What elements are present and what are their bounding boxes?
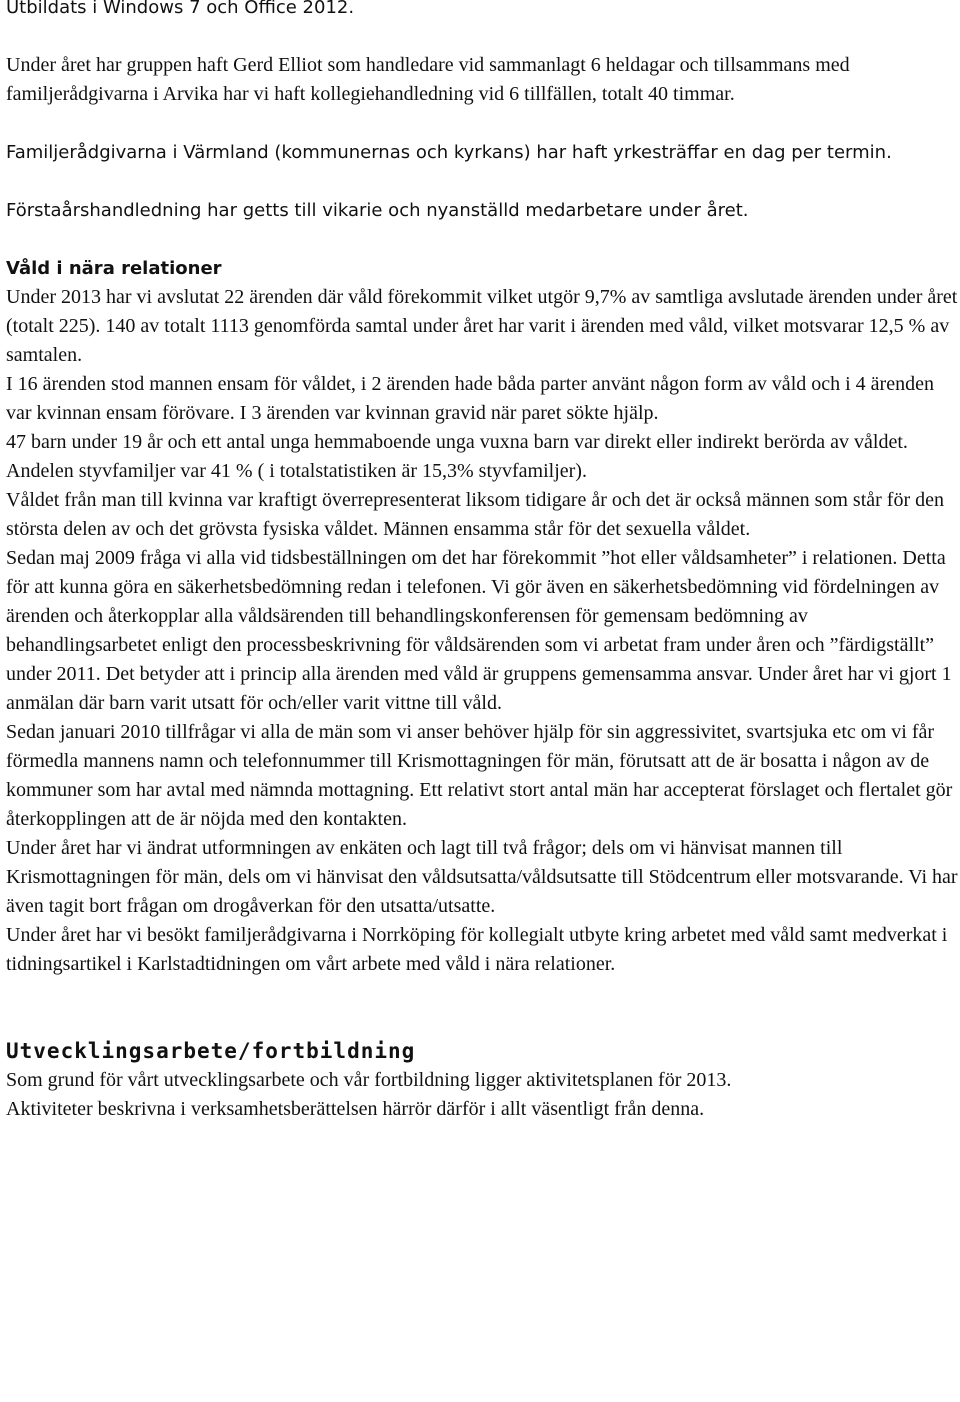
spacer bbox=[6, 109, 958, 138]
vald-paragraph: Sedan januari 2010 tillfrågar vi alla de män som vi anser behöver hjälp för sin aggressivitet, svartsjuka etc om vi får förmedla mannens namn och telefonnummer till Krismottagningen för män, förutsatt att de är bosatta i någon av de kommuner som har avtal med nämnda mottagning. Ett relativt stort antal män har accepterat förslaget och flertalet gör återkopplingen att de är nöjda med den kontakten. bbox=[6, 721, 953, 830]
paragraph-forstaarshandledning: Förstaårshandledning har getts till vikarie och nyanställd medarbetare under året. bbox=[6, 200, 749, 221]
section-heading-vald: Våld i nära relationer bbox=[6, 258, 222, 279]
vald-paragraph: Sedan maj 2009 fråga vi alla vid tidsbeställningen om det har förekommit ”hot eller våldsamheter” i relationen. Detta för att kunna göra en säkerhetsbedömning redan i telefonen. Vi gör även en säkerhetsbedömning vid fördelningen av ärenden och återkopplar alla våldsärenden till behandlingskonferensen för gemensam bedömning av behandlingsarbetet enligt den processbeskrivning för våldsärenden som vi arbetat fram under åren och ”färdigställt” under 2011. Det betyder att i princip alla ärenden med våld är gruppens gemensamma ansvar. Under året har vi gjort 1 anmälan där barn varit utsatt för och/eller varit vittne till våld. bbox=[6, 547, 952, 714]
spacer bbox=[6, 979, 958, 1037]
vald-paragraph: Under året har vi ändrat utformningen av enkäten och lagt till två frågor; dels om vi hänvisat mannen till Krismottagningen för män, dels om vi hänvisat den våldsutsatta/våldsutsatte till Stödcentrum eller motsvarande. Vi har även tagit bort frågan om drogåverkan för den utsatta/utsatte. bbox=[6, 837, 958, 917]
vald-paragraph: 47 barn under 19 år och ett antal unga hemmaboende unga vuxna barn var direkt eller indirekt berörda av våldet. Andelen styvfamiljer var 41 % ( i totalstatistiken är 15,3% styvfamiljer). bbox=[6, 431, 908, 482]
vald-paragraph: I 16 ärenden stod mannen ensam för våldet, i 2 ärenden hade båda parter använt någon form av våld och i 4 ärenden var kvinnan ensam förövare. I 3 ärenden var kvinnan gravid när paret sökte hjälp. bbox=[6, 373, 934, 424]
paragraph-handledning: Under året har gruppen haft Gerd Elliot som handledare vid sammanlagt 6 heldagar och tillsammans med familjerådgivarna i Arvika har vi haft kollegiehandledning vid 6 tillfällen, totalt 40 timmar. bbox=[6, 54, 850, 105]
intro-line-windows: Utbildats i Windows 7 och Office 2012. bbox=[6, 0, 355, 18]
spacer bbox=[6, 225, 958, 254]
vald-paragraph: Under året har vi besökt familjerådgivarna i Norrköping för kollegialt utbyte kring arbetet med våld samt medverkat i tidningsartikel i Karlstadtidningen om vårt arbete med våld i nära relationer. bbox=[6, 924, 948, 975]
utveckling-paragraph: Aktiviteter beskrivna i verksamhetsberättelsen härrör därför i allt väsentligt från denna. bbox=[6, 1098, 705, 1120]
spacer bbox=[6, 22, 958, 51]
vald-paragraph: Under 2013 har vi avslutat 22 ärenden där våld förekommit vilket utgör 9,7% av samtliga avslutade ärenden under året (totalt 225). 140 av totalt 1113 genomförda samtal under året har varit i ärenden med våld, vilket motsvarar 12,5 % av samtalen. bbox=[6, 286, 958, 366]
document-page bbox=[6, 0, 958, 1124]
paragraph-yrkestraffar: Familjerådgivarna i Värmland (kommunernas och kyrkans) har haft yrkesträffar en dag per termin. bbox=[6, 142, 892, 163]
section-heading-utveckling: Utvecklingsarbete/fortbildning bbox=[6, 1039, 416, 1063]
spacer bbox=[6, 167, 958, 196]
utveckling-paragraph: Som grund för vårt utvecklingsarbete och vår fortbildning ligger aktivitetsplanen för 2013. bbox=[6, 1069, 732, 1091]
vald-paragraph: Våldet från man till kvinna var kraftigt överrepresenterat liksom tidigare år och det är också männen som står för den största delen av och det grövsta fysiska våldet. Männen ensamma står för det sexuella våldet. bbox=[6, 489, 944, 540]
